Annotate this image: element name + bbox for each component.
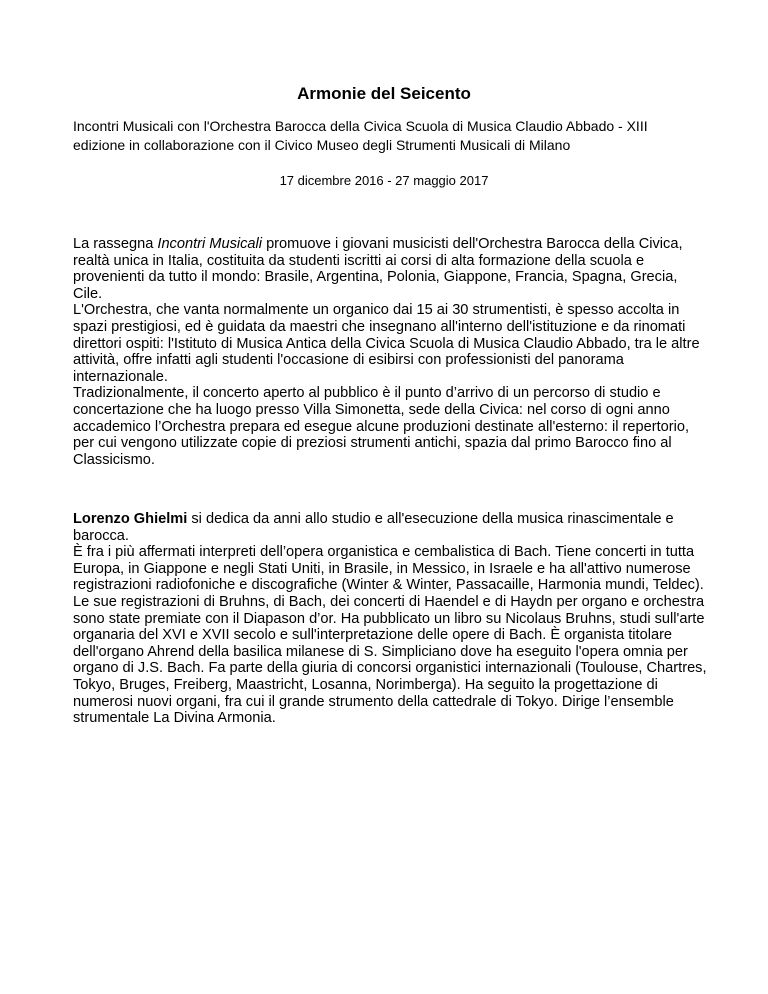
subtitle-line-2: edizione in collaborazione con il Civico Museo degli Strumenti Musicali di Milano — [73, 137, 571, 153]
intro-sentence-2: L'Orchestra, che vanta normalmente un organico dai 15 ai 30 strumentisti, è spesso accolta in spazi prestigiosi, ed è guidata da maestri che insegnano all'interno dell'istituzione e da rinomati direttori ospiti: l'Istituto di Musica Antica della Civica Scuola di Musica Claudio Abbado, tra le altre attività, offre infatti agli studenti l'occasione di esibirsi con professionisti del panorama internazionale. — [73, 302, 700, 385]
intro-paragraph — [73, 236, 709, 468]
bio-paragraph — [73, 511, 709, 727]
document-title: Armonie del Seicento — [297, 84, 471, 103]
event-dates: 17 dicembre 2016 - 27 maggio 2017 — [279, 173, 489, 188]
intro-sentence-1-rest: promuove i giovani musicisti dell'Orchestra Barocca della Civica, realtà unica in Italia, costituita da studenti iscritti ai corsi di alta formazione della scuola e provenienti da tutto il mondo: Brasile, Argentina, Polonia, Giappone, Francia, Spagna, Grecia, Cile. — [73, 236, 683, 302]
bio-body: È fra i più affermati interpreti dell’opera organistica e cembalistica di Bach. Tiene concerti in tutta Europa, in Giappone e negli Stati Uniti, in Brasile, in Messico, in Israele e ha all'attivo numerose registrazioni radiofoniche e discografiche (Winter & Winter, Passacaille, Harmonia mundi, Teldec). Le sue registrazioni di Bruhns, di Bach, dei concerti di Haendel e di Haydn per organo e orchestra sono state premiate con il Diapason d’or. Ha pubblicato un libro su Nicolaus Bruhns, studi sull'arte organaria del XVI e XVII secolo e sull'interpretazione delle opere di Bach. È organista titolare dell'organo Ahrend della basilica milanese di S. Simpliciano dove ha eseguito l'opera omnia per organo di J.S. Bach. Fa parte della giuria di concorsi organistici internazionali (Toulouse, Chartres, Tokyo, Bruges, Freiberg, Maastricht, Losanna, Norimberga). Ha seguito la progettazione di numerosi nuovi organi, fra cui il grande strumento della cattedrale di Tokyo. Dirige l’ensemble strumentale La Divina Armonia. — [73, 544, 707, 727]
intro-sentence-3: Tradizionalmente, il concerto aperto al pubblico è il punto d’arrivo di un percorso di studio e concertazione che ha luogo presso Villa Simonetta, sede della Civica: nel corso di ogni anno accademico l’Orchestra prepara ed esegue alcune produzioni destinate all'esterno: il repertorio, per cui vengono utilizzate copie di preziosi strumenti antichi, spazia dal primo Barocco fino al Classicismo. — [73, 385, 690, 468]
intro-italic-title: Incontri Musicali — [157, 236, 263, 252]
bio-name: Lorenzo Ghielmi — [73, 511, 188, 527]
document-subtitle — [73, 117, 713, 155]
bio-sentence-1-rest: si dedica da anni allo studio e all'esecuzione della musica rinascimentale e barocca. — [73, 511, 674, 544]
subtitle-line-1: Incontri Musicali con l'Orchestra Barocca della Civica Scuola di Musica Claudio Abbado - XIII — [73, 118, 648, 134]
intro-sentence-1-prefix: La rassegna — [73, 236, 158, 252]
